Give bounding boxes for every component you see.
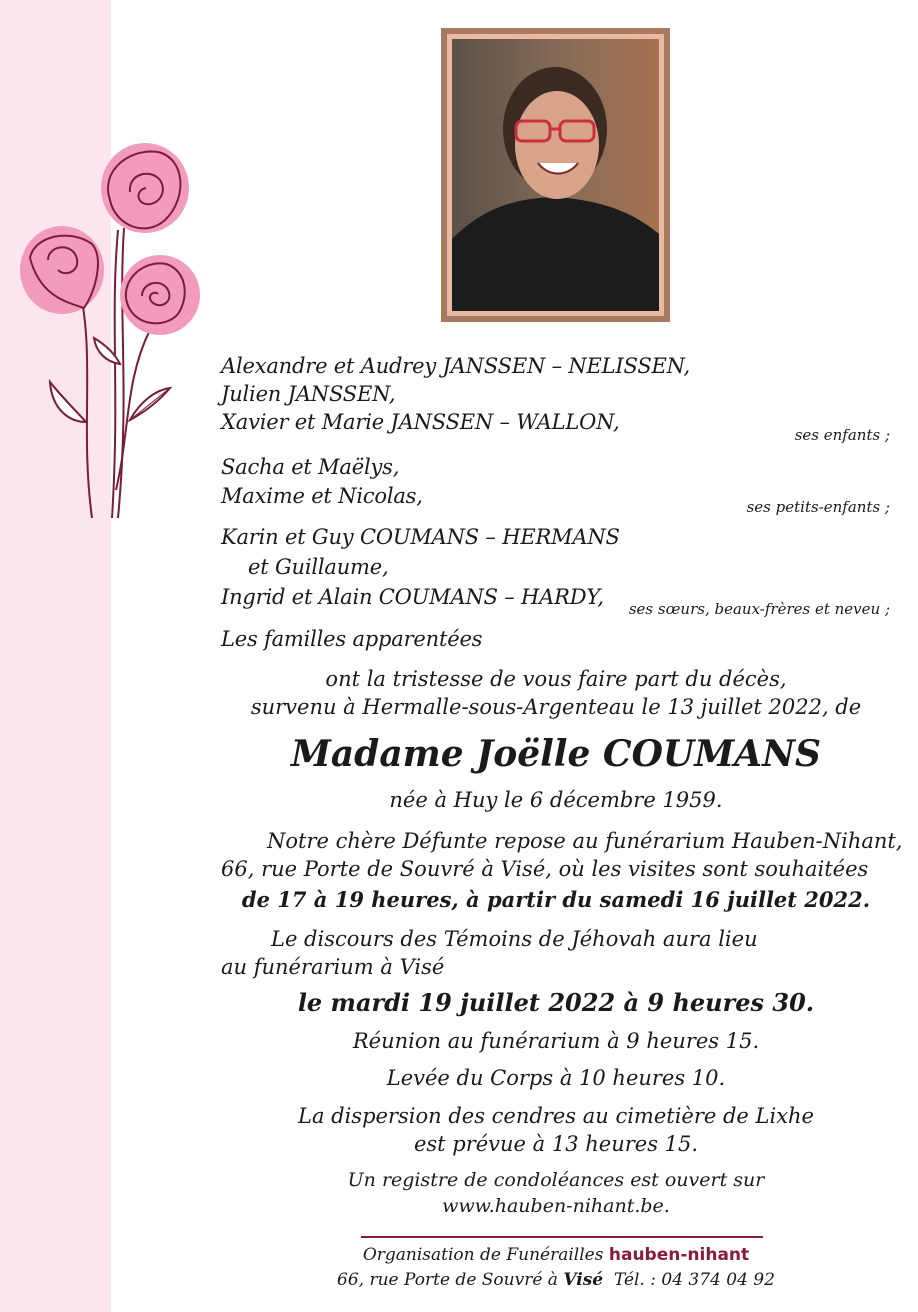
relation-grandchildren: ses petits-enfants ; [746,498,890,516]
portrait-photo [441,28,670,322]
footer-phone: Tél. : 04 374 04 92 [613,1270,775,1290]
visiting-hours: de 17 à 19 heures, à partir du samedi 16 juillet 2022. [241,887,871,912]
brand-logo: hauben-nihant [608,1245,750,1265]
family-line-2: Julien JANSSEN, [221,382,396,406]
deceased-name: Madame Joëlle COUMANS [290,733,822,775]
details-p2-line-2: au funérarium à Visé [221,955,445,979]
family-line-7: et Guillaume, [248,555,389,579]
family-line-6: Karin et Guy COUMANS – HERMANS [221,525,620,549]
family-line-4: Sacha et Maëlys, [221,455,400,479]
details-dispersion-line-2: est prévue à 13 heures 15. [413,1132,699,1156]
announce-line-1: ont la tristesse de vous faire part du décès, [325,667,787,691]
portrait-figure [452,39,659,311]
family-line-5: Maxime et Nicolas, [221,484,423,508]
family-line-8: Ingrid et Alain COUMANS – HARDY, [221,585,604,609]
family-line-1: Alexandre et Audrey JANSSEN – NELISSEN, [221,354,690,378]
condolences-line-1: Un registre de condoléances est ouvert sur [347,1169,765,1191]
footer-org-line [222,1245,890,1265]
details-dispersion-line-1: La dispersion des cendres au cimetière de Lixhe [298,1104,814,1128]
relation-children: ses enfants ; [794,426,890,444]
roses-illustration [0,130,220,530]
footer-city: Visé [563,1270,604,1290]
footer-divider [361,1236,763,1238]
details-p1-line-2: 66, rue Porte de Souvré à Visé, où les visites sont souhaitées [221,857,869,881]
footer-org-prefix: Organisation de Funérailles [362,1245,604,1265]
birth-info: née à Huy le 6 décembre 1959. [389,788,723,812]
details-p2-line-1: Le discours des Témoins de Jéhovah aura lieu [271,927,758,951]
details-departure: Levée du Corps à 10 heures 10. [386,1066,726,1090]
announce-line-2: survenu à Hermalle-sous-Argenteau le 13 juillet 2022, de [250,695,862,719]
condolences-link[interactable]: www.hauben-nihant.be. [442,1195,670,1217]
details-meeting: Réunion au funérarium à 9 heures 15. [352,1029,760,1053]
details-p1-line-1: Notre chère Défunte repose au funérarium Hauben-Nihant, [267,829,903,853]
ceremony-datetime: le mardi 19 juillet 2022 à 9 heures 30. [297,988,815,1017]
footer-address: 66, rue Porte de Souvré à [337,1270,558,1290]
footer-address-line [222,1270,890,1290]
relation-siblings: ses sœurs, beaux-frères et neveu ; [628,600,890,618]
family-line-9: Les familles apparentées [221,627,483,651]
family-line-3: Xavier et Marie JANSSEN – WALLON, [221,410,620,434]
